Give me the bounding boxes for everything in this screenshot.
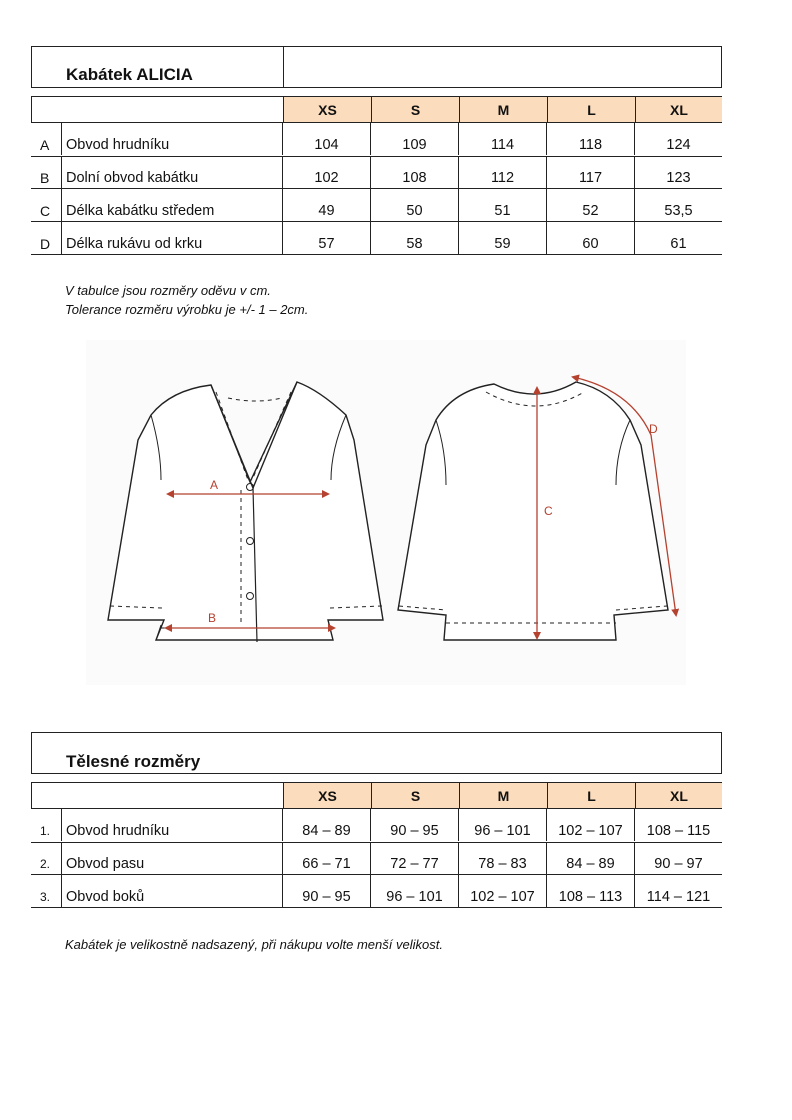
garment-table-title: Kabátek ALICIA xyxy=(66,65,193,84)
row-value: 108 – 115 xyxy=(634,809,722,841)
row-value: 96 – 101 xyxy=(370,875,458,907)
row-value: 114 – 121 xyxy=(634,875,722,907)
row-value: 52 xyxy=(546,189,634,221)
row-index: A xyxy=(40,137,50,153)
row-value: 96 – 101 xyxy=(458,809,546,841)
row-value: 66 – 71 xyxy=(282,842,370,874)
title-divider xyxy=(283,47,284,87)
table-row xyxy=(31,123,722,157)
note-line-tolerance: Tolerance rozměru výrobku je +/- 1 – 2cm. xyxy=(65,302,309,317)
row-value: 78 – 83 xyxy=(458,842,546,874)
row-value: 90 – 97 xyxy=(634,842,722,874)
row-label: Obvod pasu xyxy=(61,842,283,874)
size-header-l: L xyxy=(547,783,635,808)
row-label: Délka rukávu od krku xyxy=(61,222,283,254)
row-index: 2. xyxy=(40,857,51,871)
garment-size-table xyxy=(31,46,722,256)
row-value: 49 xyxy=(282,189,370,221)
cardigan-measurement-diagram xyxy=(86,340,686,685)
row-value: 51 xyxy=(458,189,546,221)
size-header-m: M xyxy=(459,97,547,122)
garment-table-title-row xyxy=(31,46,722,88)
row-label: Obvod hrudníku xyxy=(61,123,283,155)
body-table-title-row xyxy=(31,732,722,774)
label-d: D xyxy=(649,422,658,436)
row-value: 112 xyxy=(458,156,546,188)
size-header-s: S xyxy=(371,97,459,122)
size-header-xs: XS xyxy=(283,783,371,808)
garment-size-header xyxy=(31,96,722,123)
note-line-units: V tabulce jsou rozměry oděvu v cm. xyxy=(65,283,271,298)
measurement-note xyxy=(65,281,308,319)
body-size-header xyxy=(31,782,722,809)
row-value: 59 xyxy=(458,222,546,254)
row-value: 53,5 xyxy=(634,189,722,221)
row-value: 84 – 89 xyxy=(282,809,370,841)
row-value: 108 – 113 xyxy=(546,875,634,907)
row-value: 84 – 89 xyxy=(546,842,634,874)
table-row xyxy=(31,875,722,908)
row-value: 61 xyxy=(634,222,722,254)
size-header-xs: XS xyxy=(283,97,371,122)
row-value: 102 – 107 xyxy=(546,809,634,841)
row-value: 117 xyxy=(546,156,634,188)
size-header-m: M xyxy=(459,783,547,808)
label-c: C xyxy=(544,504,553,518)
label-a: A xyxy=(210,478,219,492)
table-row xyxy=(31,809,722,843)
row-value: 123 xyxy=(634,156,722,188)
row-index: B xyxy=(40,170,50,186)
size-header-s: S xyxy=(371,783,459,808)
row-value: 50 xyxy=(370,189,458,221)
row-index: 3. xyxy=(40,890,51,904)
size-header-xl: XL xyxy=(635,97,722,122)
row-value: 104 xyxy=(282,123,370,155)
sizing-advice-note: Kabátek je velikostně nadsazený, při nákupu volte menší velikost. xyxy=(65,937,443,952)
row-value: 102 xyxy=(282,156,370,188)
back-view-drawing xyxy=(398,382,668,640)
table-row xyxy=(31,842,722,875)
label-b: B xyxy=(208,611,217,625)
row-index: 1. xyxy=(40,824,51,838)
table-row xyxy=(31,222,722,255)
row-label: Délka kabátku středem xyxy=(61,189,283,221)
table-row xyxy=(31,189,722,222)
row-index: D xyxy=(40,236,51,252)
row-label: Obvod boků xyxy=(61,875,283,907)
row-index: C xyxy=(40,203,51,219)
row-value: 72 – 77 xyxy=(370,842,458,874)
row-value: 109 xyxy=(370,123,458,155)
row-label: Dolní obvod kabátku xyxy=(61,156,283,188)
size-header-l: L xyxy=(547,97,635,122)
row-value: 58 xyxy=(370,222,458,254)
row-label: Obvod hrudníku xyxy=(61,809,283,841)
row-value: 90 – 95 xyxy=(282,875,370,907)
table-row xyxy=(31,156,722,189)
row-value: 57 xyxy=(282,222,370,254)
row-value: 102 – 107 xyxy=(458,875,546,907)
row-value: 124 xyxy=(634,123,722,155)
row-value: 118 xyxy=(546,123,634,155)
row-value: 90 – 95 xyxy=(370,809,458,841)
body-size-table xyxy=(31,732,722,910)
size-header-xl: XL xyxy=(635,783,722,808)
body-table-title: Tělesné rozměry xyxy=(66,752,201,771)
row-value: 114 xyxy=(458,123,546,155)
row-value: 60 xyxy=(546,222,634,254)
row-value: 108 xyxy=(370,156,458,188)
